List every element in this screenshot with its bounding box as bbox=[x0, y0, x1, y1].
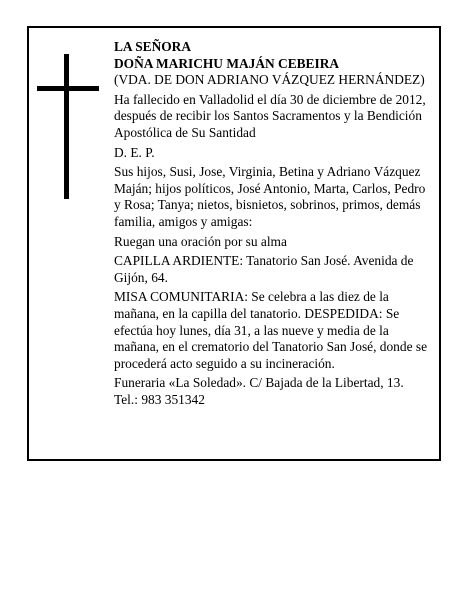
obituary-text bbox=[114, 39, 430, 411]
family-list: Sus hijos, Susi, Jose, Virginia, Betina y Adriano Vázquez Maján; hijos políticos, José Antonio, Marta, Carlos, Pedro y Rosa; Tanya; nietos, bisnietos, sobrinos, primos, demás familia, amigos y amigas: bbox=[114, 164, 426, 229]
death-statement: Ha fallecido en Valladolid el día 30 de diciembre de 2012, después de recibir los Santos Sacramentos y la Bendición Apostólica de Su Santidad bbox=[114, 91, 426, 140]
rip-line: D. E. P. bbox=[114, 144, 155, 160]
prayer-request: Ruegan una oración por su alma bbox=[114, 233, 287, 249]
widow-note: (VDA. DE DON ADRIANO VÁZQUEZ HERNÁNDEZ) bbox=[114, 72, 425, 88]
obituary-notice bbox=[27, 26, 441, 461]
funeral-home-info: Funeraria «La Soledad». C/ Bajada de la Libertad, 13. Tel.: 983 351342 bbox=[114, 375, 404, 407]
cross-horizontal-bar bbox=[37, 86, 99, 91]
cross-icon bbox=[37, 54, 99, 199]
cross-vertical-bar bbox=[64, 54, 69, 199]
deceased-name: DOÑA MARICHU MAJÁN CEBEIRA bbox=[114, 55, 340, 71]
chapel-info: CAPILLA ARDIENTE: Tanatorio San José. Avenida de Gijón, 64. bbox=[114, 253, 414, 285]
mass-info: MISA COMUNITARIA: Se celebra a las diez de la mañana, en la capilla del tanatorio. DESPEDIDA: Se efectúa hoy lunes, día 31, a las nueve y media de la mañana, en el crematorio del Tanatorio San José, donde se procederá acto seguido a su incineración. bbox=[114, 289, 428, 371]
title-line: LA SEÑORA bbox=[114, 39, 192, 54]
